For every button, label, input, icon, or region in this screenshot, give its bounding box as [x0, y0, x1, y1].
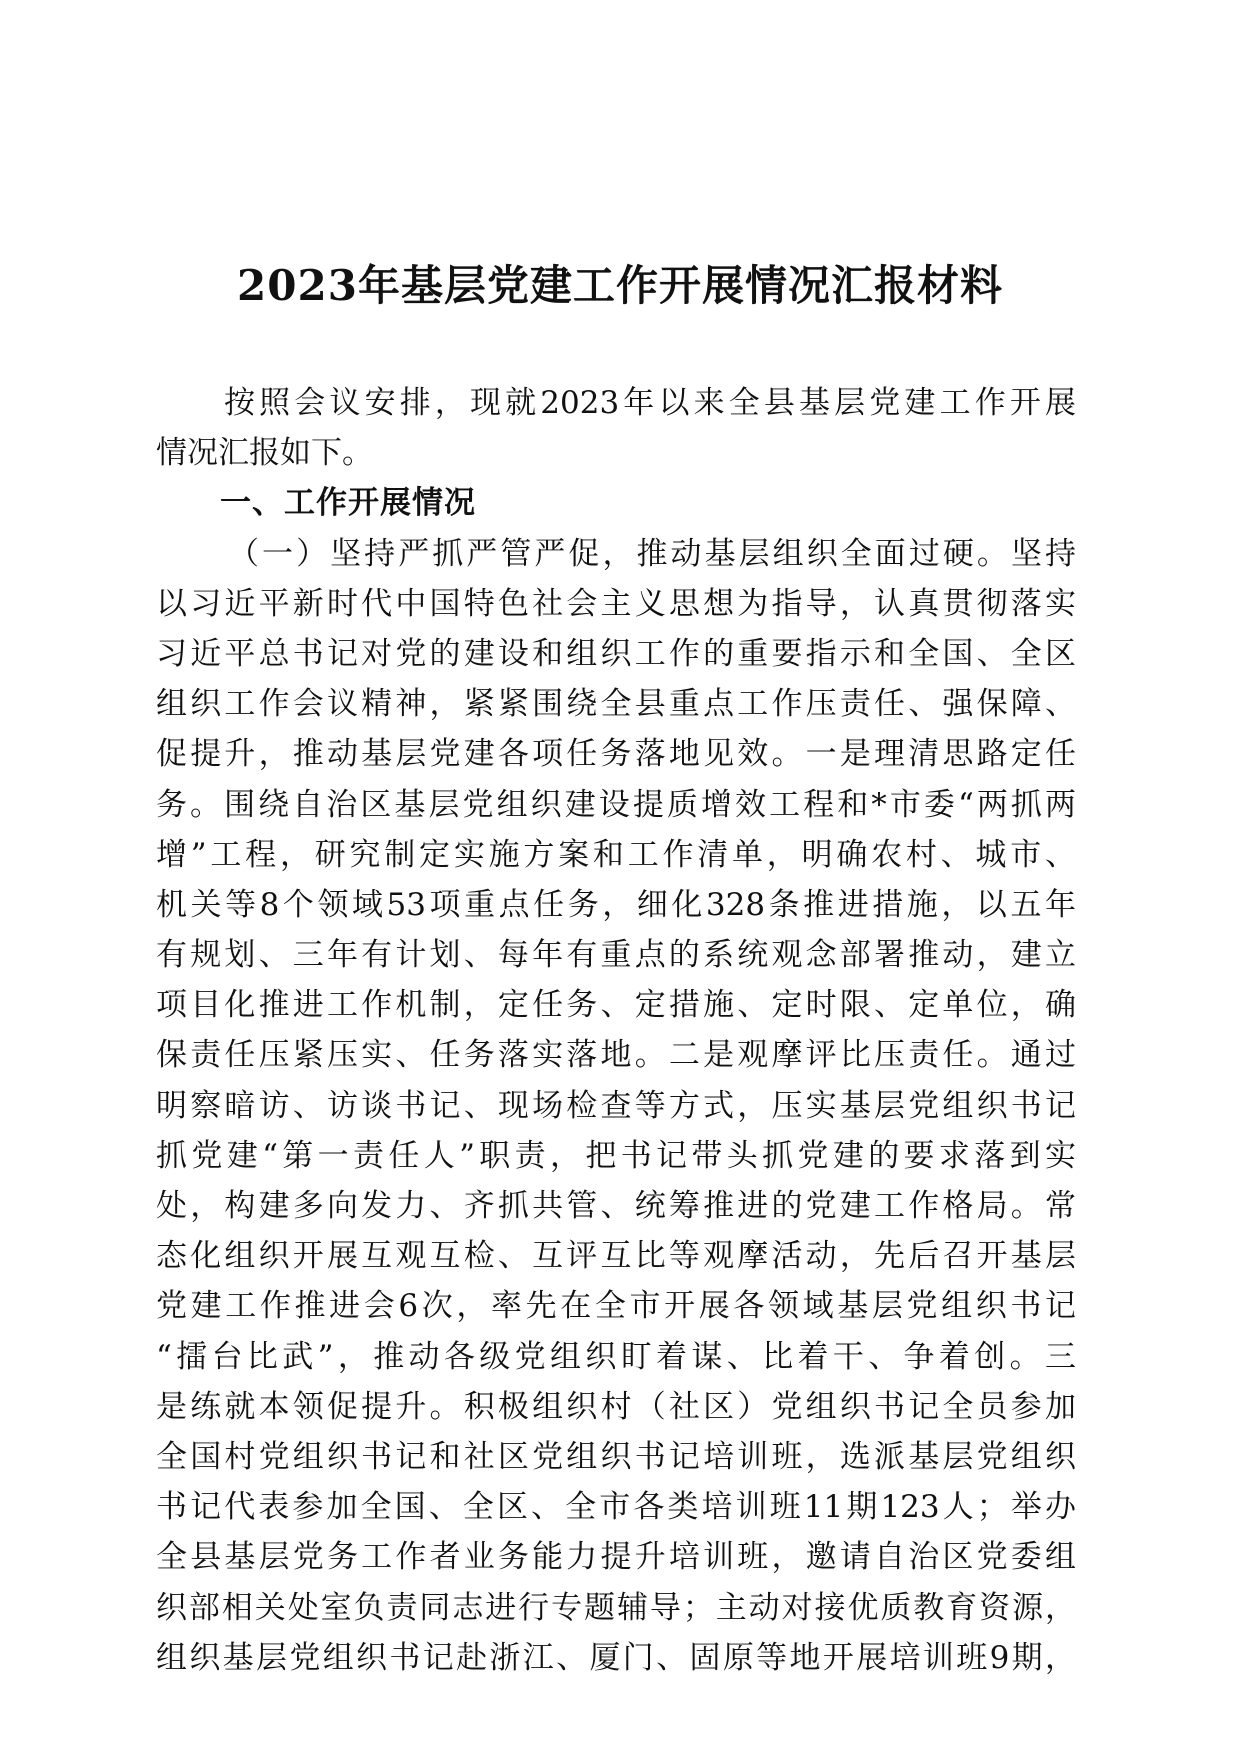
document-body	[156, 378, 1076, 1683]
paragraph-line: 明察暗访、访谈书记、现场检查等方式，压实基层党组织书记	[156, 1087, 1076, 1124]
intro-line: 情况汇报如下。	[156, 435, 373, 472]
paragraph-line: 习近平总书记对党的建设和组织工作的重要指示和全国、全区	[156, 635, 1076, 672]
document-title: 2023年基层党建工作开展情况汇报材料	[237, 261, 1003, 310]
paragraph-line: 党建工作推进会6次，率先在全市开展各领域基层党组织书记	[156, 1288, 1076, 1325]
paragraph-line: 书记代表参加全国、全区、全市各类培训班11期123人；举办	[156, 1489, 1076, 1526]
paragraph-line: （一）坚持严抓严管严促，推动基层组织全面过硬。坚持	[228, 535, 1076, 572]
paragraph-line: 有规划、三年有计划、每年有重点的系统观念部署推动，建立	[156, 937, 1076, 974]
paragraph-line: 组织工作会议精神，紧紧围绕全县重点工作压责任、强保障、	[156, 686, 1076, 723]
paragraph-line: 态化组织开展互观互检、互评互比等观摩活动，先后召开基层	[156, 1238, 1076, 1275]
paragraph-line: 是练就本领促提升。积极组织村（社区）党组织书记全员参加	[156, 1388, 1076, 1425]
paragraph-line: 处，构建多向发力、齐抓共管、统筹推进的党建工作格局。常	[156, 1188, 1076, 1224]
paragraph-line: 项目化推进工作机制，定任务、定措施、定时限、定单位，确	[156, 987, 1076, 1024]
paragraph-line: 织部相关处室负责同志进行专题辅导；主动对接优质教育资源，	[156, 1589, 1076, 1626]
paragraph-line: 组织基层党组织书记赴浙江、厦门、固原等地开展培训班9期，	[156, 1639, 1076, 1676]
paragraph-line: 增”工程，研究制定实施方案和工作清单，明确农村、城市、	[156, 836, 1076, 873]
intro-line: 按照会议安排，现就2023年以来全县基层党建工作开展	[224, 385, 1076, 421]
paragraph-line: 保责任压紧压实、任务落实落地。二是观摩评比压责任。通过	[156, 1037, 1076, 1074]
paragraph-line: 全县基层党务工作者业务能力提升培训班，邀请自治区党委组	[156, 1539, 1076, 1576]
paragraph-line: 以习近平新时代中国特色社会主义思想为指导，认真贯彻落实	[156, 585, 1076, 622]
paragraph-line: 促提升，推动基层党建各项任务落地见效。一是理清思路定任	[156, 736, 1076, 773]
paragraph-line: 务。围绕自治区基层党组织建设提质增效工程和*市委“两抓两	[156, 786, 1076, 823]
paragraph-line: 全国村党组织书记和社区党组织书记培训班，选派基层党组织	[156, 1438, 1076, 1475]
paragraph-line: 抓党建“第一责任人”职责，把书记带头抓党建的要求落到实	[156, 1137, 1076, 1174]
paragraph-line: “擂台比武”，推动各级党组织盯着谋、比着干、争着创。三	[156, 1338, 1076, 1375]
section-heading: 一、工作开展情况	[220, 485, 476, 522]
paragraph-line: 机关等8个领域53项重点任务，细化328条推进措施，以五年	[156, 886, 1076, 923]
